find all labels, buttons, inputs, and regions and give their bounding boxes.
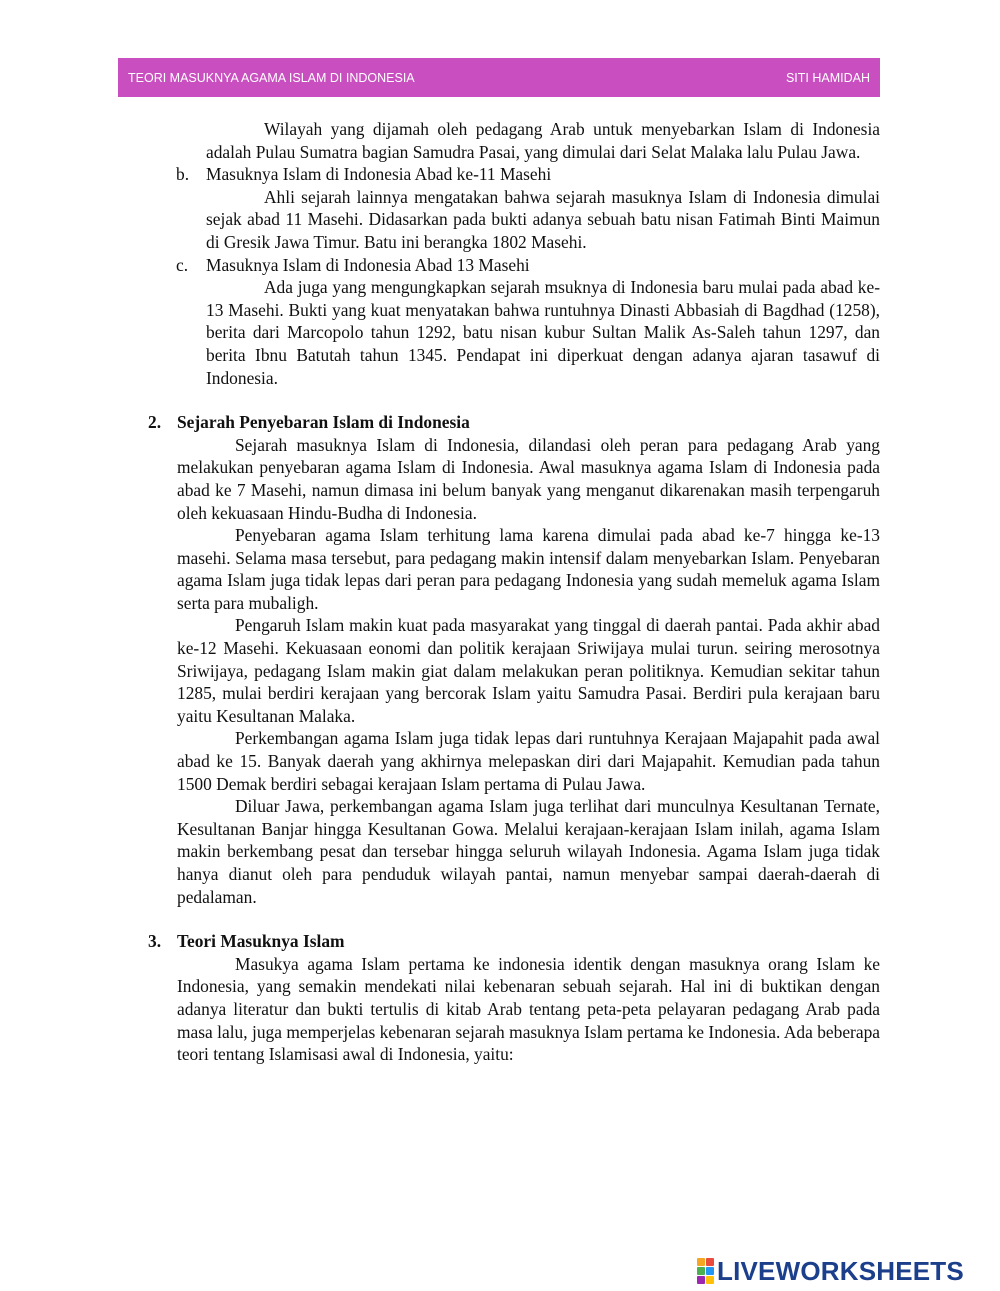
header-title: TEORI MASUKNYA AGAMA ISLAM DI INDONESIA bbox=[128, 70, 415, 85]
sub-item-c bbox=[176, 254, 880, 277]
section-number: 2. bbox=[148, 412, 162, 433]
section-3-heading bbox=[148, 930, 880, 953]
sub-item-title: Masuknya Islam di Indonesia Abad 13 Masehi bbox=[206, 254, 530, 275]
liveworksheets-logo-icon bbox=[697, 1258, 714, 1284]
header-author: SITI HAMIDAH bbox=[785, 70, 870, 85]
section-title: Sejarah Penyebaran Islam di Indonesia bbox=[177, 412, 470, 433]
section-2-paragraph: Perkembangan agama Islam juga tidak lepas dari runtuhnya Kerajaan Majapahit pada awal abad ke 15. Banyak daerah yang akhirnya melepaskan diri dari Majapahit. Kemudian pada tahun 1500 Demak berdiri sebagai kerajaan Islam pertama di Pulau Jawa. bbox=[177, 728, 880, 794]
document-body bbox=[118, 118, 880, 1066]
sub-item-label: c. bbox=[176, 254, 189, 275]
section-2-paragraph: Penyebaran agama Islam terhitung lama karena dimulai pada abad ke-7 hingga ke-13 masehi. Selama masa tersebut, para pedagang makin intensif dalam menyebarkan Islam. Penyebaran agama Islam juga tidak lepas dari peran para pedagang Indonesia yang sudah memeluk agama Islam serta para mubaligh. bbox=[177, 525, 880, 613]
section-2-paragraph: Pengaruh Islam makin kuat pada masyarakat yang tinggal di daerah pantai. Pada akhir abad ke-12 Masehi. Kekuasaan eonomi dan politik kerajaan Sriwijaya mulai turun. seiring merosotnya Sriwijaya, pedagang Islam makin giat dalam melakukan peran politiknya. Kemudian sekitar tahun 1285, mulai berdiri kerajaan yang bercorak Islam yaitu Samudra Pasai. Berdiri pula kerajaan baru yaitu Kesultanan Malaka. bbox=[177, 615, 880, 726]
section-number: 3. bbox=[148, 931, 162, 952]
section-2-heading bbox=[148, 411, 880, 434]
section-2-paragraph: Sejarah masuknya Islam di Indonesia, dilandasi oleh peran para pedagang Arab yang melakukan penyebaran agama Islam di Indonesia. Awal masuknya agama Islam di Indonesia pada abad ke 7 Masehi, namun dimasa ini belum banyak yang menganut dikarenakan masih terpengaruh oleh kekuasaan Hindu-Budha di Indonesia. bbox=[177, 434, 880, 523]
page-header bbox=[118, 58, 880, 97]
intro-paragraph: Wilayah yang dijamah oleh pedagang Arab untuk menyebarkan Islam di Indonesia adalah Pulau Sumatra bagian Samudra Pasai, yang dimulai dari Selat Malaka lalu Pulau Jawa. bbox=[206, 119, 880, 162]
sub-item-b bbox=[176, 163, 880, 186]
liveworksheets-logo bbox=[697, 1254, 964, 1288]
sub-item-body: Ahli sejarah lainnya mengatakan bahwa sejarah masuknya Islam di Indonesia dimulai sejak abad 11 Masehi. Didasarkan pada bukti adanya sebuah batu nisan Fatimah Binti Maimun di Gresik Jawa Timur. Batu ini berangka 1802 Masehi. bbox=[206, 186, 880, 252]
logo-text: LIVEWORKSHEETS bbox=[717, 1255, 964, 1286]
section-2-paragraph: Diluar Jawa, perkembangan agama Islam juga terlihat dari munculnya Kesultanan Ternate, Kesultanan Banjar hingga Kesultanan Gowa. Melalui kerajaan-kerajaan Islam inilah, agama Islam makin berkembang pesat dan tersebar hingga seluruh wilayah Indonesia. Agama Islam juga tidak hanya dianut oleh para penduduk wilayah pantai, namun menyebar sampai daerah-daerah di pedalaman. bbox=[177, 796, 880, 907]
section-title: Teori Masuknya Islam bbox=[177, 931, 345, 952]
sub-item-body: Ada juga yang mengungkapkan sejarah msuknya di Indonesia baru mulai pada abad ke-13 Masehi. Bukti yang kuat menyatakan bahwa runtuhnya Dinasti Abbasiah di Bagdhad (1258), berita dari Marcopolo tahun 1292, batu nisan kubur Sultan Malik As-Saleh tahun 1297, dan berita Ibnu Batutah tahun 1345. Pendapat ini diperkuat dengan adanya ajaran tasawuf di Indonesia. bbox=[206, 277, 880, 388]
section-3-paragraph: Masukya agama Islam pertama ke indonesia identik dengan masuknya orang Islam ke Indonesia, yang semakin mendekati nilai kebenaran sebuah sejarah. Hal ini di buktikan dengan adanya literatur dan bukti tertulis di kitab Arab tentang peta-peta pelayaran pedagang Arab pada masa lalu, juga memperjelas kebenaran sejarah masuknya Islam pertama ke Indonesia. Ada beberapa teori tentang Islamisasi awal di Indonesia, yaitu: bbox=[177, 953, 880, 1065]
sub-item-title: Masuknya Islam di Indonesia Abad ke-11 Masehi bbox=[206, 164, 552, 185]
sub-item-label: b. bbox=[176, 164, 190, 185]
